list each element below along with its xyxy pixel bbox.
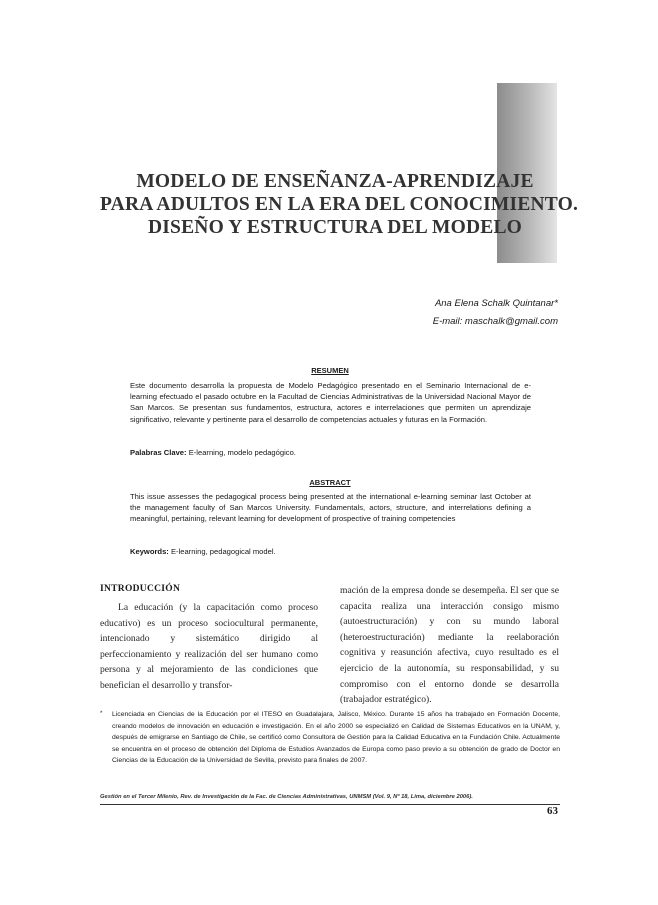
resumen-keywords-value: E-learning, modelo pedagógico. — [186, 448, 296, 457]
title-line-1: MODELO DE ENSEÑANZA-APRENDIZAJE — [136, 171, 534, 192]
resumen-keywords-label: Palabras Clave: — [130, 448, 187, 457]
intro-heading: INTRODUCCIÓN — [100, 584, 181, 594]
abstract-heading: ABSTRACT — [309, 478, 351, 487]
article-title — [100, 170, 579, 239]
title-line-2: PARA ADULTOS EN LA ERA DEL CONOCIMIENTO. — [100, 194, 579, 215]
abstract-keywords-value: E-learning, pedagogical model. — [168, 547, 276, 556]
author-name: Ana Elena Schalk Quintanar* — [434, 298, 558, 309]
intro-right-column: mación de la empresa donde se desempeña. El ser que se capacita realiza una interacción consigo mismo (autoestructuración) y con su mundo laboral (heteroestructuración) mediante la reelaboración cognitiva y reasunción afectiva, cuyo resultado es el ejercicio de la autonomía, su responsabilidad, y su compromiso con el entorno donde se desarrolla (trabajador estratégico). — [340, 585, 559, 706]
author-footnote — [100, 709, 560, 767]
resumen-text: Este documento desarrolla la propuesta de Modelo Pedagógico presentado en el Seminario Internacional de e-learning efectuado el pasado octubre en la Facultad de Ciencias Administrativas de la Universidad Nacional Mayor de San Marcos. Se presentan sus fundamentos, estructura, actores e interrelaciones que permiten un aprendizaje significativo, relevante y pertinente para el desarrollo de competencias actuales y futuras en la Formación. — [130, 381, 531, 424]
footnote-mark: * — [100, 711, 103, 717]
intro-left-column: La educación (y la capacitación como proceso educativo) es un proceso sociocultural permanente, intencionado y sistemático dirigido al perfeccionamiento y realización del ser humano como persona y al mejoramiento de las condiciones que benefician el desarrollo y transfor- — [100, 602, 318, 691]
footnote-text: Licenciada en Ciencias de la Educación por el ITESO en Guadalajara, Jalisco, México. Durante 15 años ha trabajado en Formación Docente, creando modelos de innovación en educación e investigación. En el año 2000 se especializó en Calidad de Sistemas Educativos en la UNAM, y, después de emigrarse en Santiago de Chile, se certificó como Consultora de Gestión para la Calidad Educativa en la Fundación Chile. Actualmente se encuentra en el proceso de obtención del Diploma de Estudios Avanzados de Europa como paso previo a su obtención de grado de Doctor en Ciencias de la Educación de la Universidad de Sevilla, previsto para finales de 2007. — [112, 711, 560, 765]
footer-rule — [100, 804, 560, 805]
page-number: 63 — [547, 805, 558, 817]
resumen-heading: RESUMEN — [311, 366, 349, 375]
abstract-keywords — [130, 546, 531, 557]
abstract-text: This issue assesses the pedagogical process being presented at the international e-learning seminar last October at the management faculty of San Marcos University. Fundamentals, actors, structure, and interrelations defining a meaningful, pertaining, relevant learning for development of prospective of training competencies — [130, 492, 531, 524]
abstract-keywords-label: Keywords: — [130, 547, 169, 556]
journal-citation: Gestión en el Tercer Milenio, Rev. de Investigación de la Fac. de Ciencias Administrativas, UNMSM (Vol. 9, Nº 18, Lima, diciembre 2006). — [100, 794, 473, 800]
resumen-keywords — [130, 447, 531, 458]
author-block — [433, 295, 558, 331]
author-email: E-mail: maschalk@gmail.com — [432, 316, 558, 327]
title-line-3: DISEÑO Y ESTRUCTURA DEL MODELO — [147, 217, 523, 238]
